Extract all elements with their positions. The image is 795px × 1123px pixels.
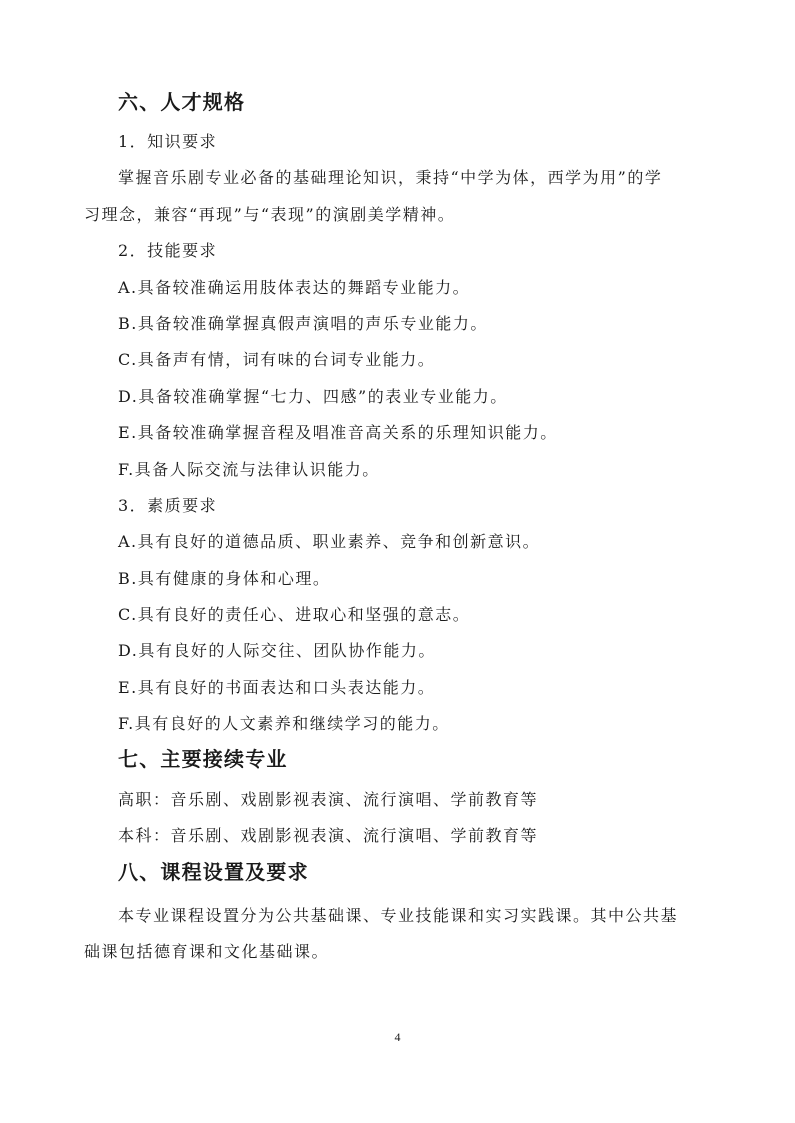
- list-item: B.具备较准确掌握真假声演唱的声乐专业能力。: [118, 314, 488, 333]
- list-item: 高职：音乐剧、戏剧影视表演、流行演唱、学前教育等: [118, 790, 539, 809]
- paragraph-line: 本专业课程设置分为公共基础课、专业技能课和实习实践课。其中公共基: [118, 906, 679, 925]
- paragraph-line: 习理念，兼容“再现”与“表现”的演剧美学精神。: [84, 205, 456, 224]
- list-item: E.具有良好的书面表达和口头表达能力。: [118, 678, 436, 697]
- list-item: C.具有良好的责任心、进取心和坚强的意志。: [118, 605, 471, 624]
- section-heading-curriculum: 八、课程设置及要求: [118, 860, 309, 884]
- list-item: F.具备人际交流与法律认识能力。: [118, 460, 380, 479]
- paragraph-line: 掌握音乐剧专业必备的基础理论知识，秉持“中学为体，西学为用”的学: [118, 168, 663, 187]
- list-item: D.具备较准确掌握“七力、四感”的表业专业能力。: [118, 387, 508, 406]
- subheading-quality: 3．素质要求: [118, 496, 218, 515]
- section-heading-talent-spec: 六、人才规格: [118, 90, 246, 114]
- list-item: C.具备声有情，词有味的台词专业能力。: [118, 350, 436, 369]
- list-item: A.具有良好的道德品质、职业素养、竞争和创新意识。: [118, 532, 541, 551]
- list-item: A.具备较准确运用肢体表达的舞蹈专业能力。: [118, 278, 471, 297]
- list-item: 本科：音乐剧、戏剧影视表演、流行演唱、学前教育等: [118, 826, 539, 845]
- section-heading-continuing-majors: 七、主要接续专业: [118, 747, 288, 771]
- page-number: 4: [394, 1030, 401, 1044]
- list-item: F.具有良好的人文素养和继续学习的能力。: [118, 714, 450, 733]
- subheading-knowledge: 1．知识要求: [118, 132, 218, 151]
- list-item: D.具有良好的人际交往、团队协作能力。: [118, 641, 436, 660]
- list-item: E.具备较准确掌握音程及唱准音高关系的乐理知识能力。: [118, 423, 558, 442]
- list-item: B.具有健康的身体和心理。: [118, 569, 331, 588]
- paragraph-line: 础课包括德育课和文化基础课。: [84, 942, 330, 961]
- subheading-skills: 2．技能要求: [118, 241, 218, 260]
